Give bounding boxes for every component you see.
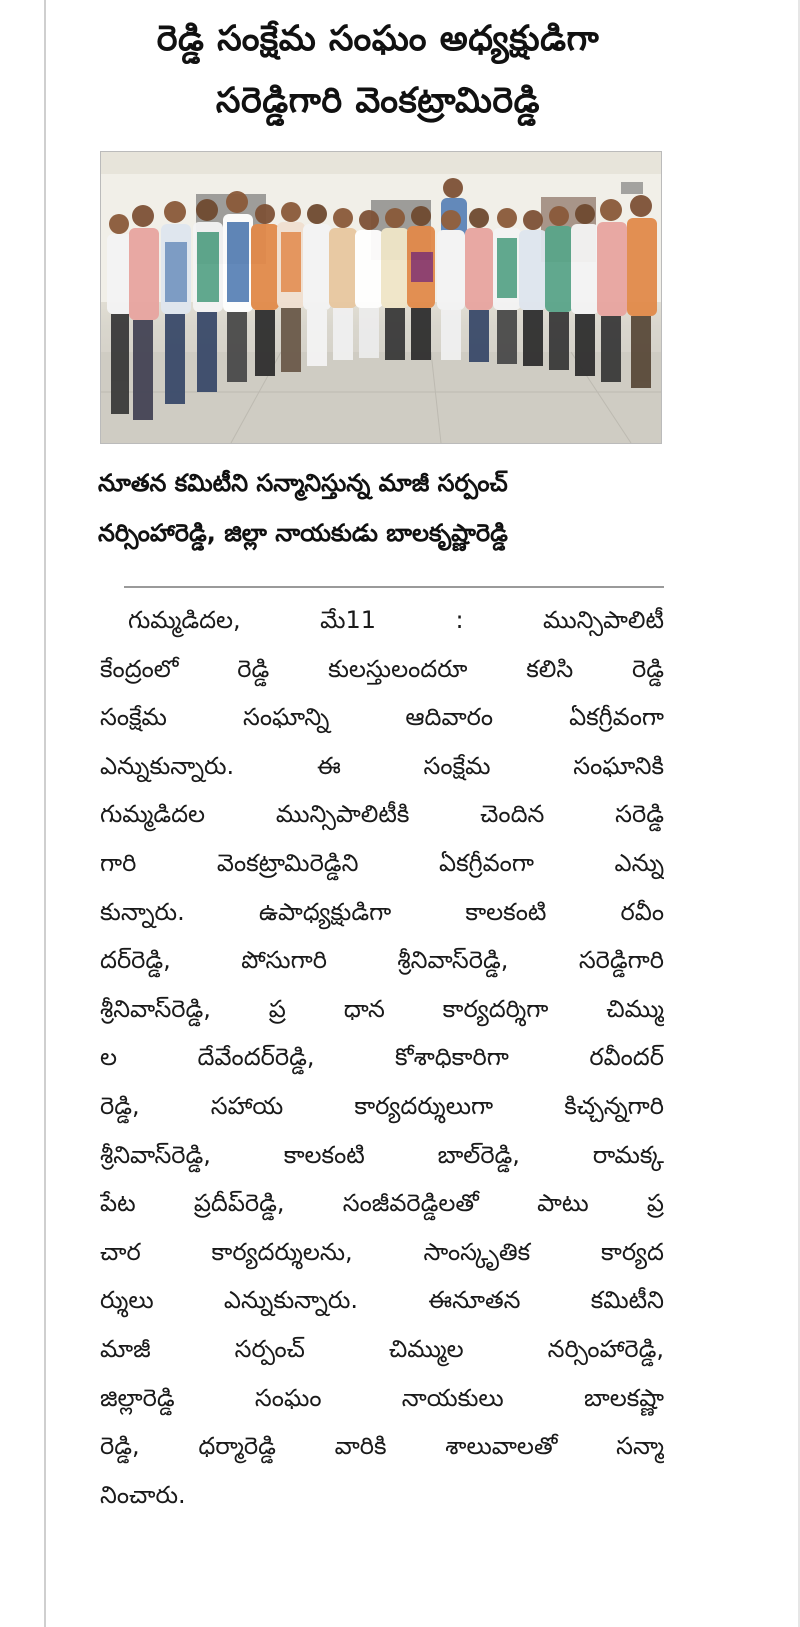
article-headline bbox=[98, 8, 658, 132]
body-line: ల దేవేందర్‌రెడ్డి, కోశాధికారిగా రవీందర్ bbox=[100, 1043, 664, 1072]
caption-line-2: నర్సింహారెడ్డి, జిల్లా నాయకుడు బాలకృష్ణారెడ్డి bbox=[98, 519, 508, 547]
body-line: గుమ్మడిదల, మే11 : మున్సిపాలిటీ bbox=[128, 606, 664, 634]
body-line: ర్శులు ఎన్నుకున్నారు. ఈనూతన కమిటీని bbox=[100, 1286, 664, 1315]
headline-line-2: సరెడ్డిగారి వెంకట్రామిరెడ్డి bbox=[215, 81, 541, 121]
body-line: చార కార్యదర్శులను, సాంస్కృతిక కార్యద bbox=[100, 1237, 664, 1266]
body-line: గారి వెంకట్రామిరెడ్డిని ఏకగ్రీవంగా ఎన్ను bbox=[100, 848, 664, 877]
headline-line-1: రెడ్డి సంక్షేమ సంఘం అధ్యక్షుడిగా bbox=[156, 19, 600, 59]
body-line: రెడ్డి, సహాయ కార్యదర్శులుగా కిచ్చన్నగారి bbox=[100, 1091, 664, 1120]
photo-caption bbox=[98, 458, 664, 558]
body-line: ఎన్నుకున్నారు. ఈ సంక్షేమ సంఘానికి bbox=[100, 751, 664, 780]
caption-line-1: నూతన కమిటీని సన్మానిస్తున్న మాజీ సర్పంచ్ bbox=[98, 469, 508, 497]
body-line: జిల్లారెడ్డి సంఘం నాయకులు బాలకష్ణా bbox=[100, 1383, 664, 1412]
body-line: శ్రీనివాస్‌రెడ్డి, కాలకంటి బాల్‌రెడ్డి, రామక్క bbox=[100, 1140, 664, 1169]
caption-divider bbox=[124, 586, 664, 588]
body-line: నించారు. bbox=[100, 1480, 186, 1509]
news-photo bbox=[100, 151, 662, 444]
body-line: కేంద్రంలో రెడ్డి కులస్తులందరూ కలిసి రెడ్డి bbox=[100, 654, 664, 683]
body-line: శ్రీనివాస్‌రెడ్డి, ప్ర ధాన కార్యదర్శిగా చిమ్ము bbox=[100, 994, 664, 1023]
body-line: మాజీ సర్పంచ్ చిమ్ముల నర్సింహారెడ్డి, bbox=[100, 1334, 664, 1363]
body-line: గుమ్మడిదల మున్సిపాలిటీకి చెందిన సరెడ్డి bbox=[100, 800, 664, 829]
body-line: రెడ్డి, ధర్మారెడ్డి వారికి శాలువాలతో సన్మా bbox=[100, 1432, 664, 1461]
group-photo-illustration bbox=[101, 152, 661, 443]
column-rule-left bbox=[44, 0, 46, 1627]
article-body bbox=[100, 596, 664, 1519]
body-line: పేట ప్రదీప్‌రెడ్డి, సంజీవరెడ్డిలతో పాటు ప్ర bbox=[100, 1189, 664, 1218]
body-line: దర్‌రెడ్డి, పోసుగారి శ్రీనివాస్‌రెడ్డి, సరెడ్డిగారి bbox=[100, 946, 664, 975]
body-line: కున్నారు. ఉపాధ్యక్షుడిగా కాలకంటి రవీం bbox=[100, 897, 664, 926]
body-line: సంక్షేమ సంఘాన్ని ఆదివారం ఏకగ్రీవంగా bbox=[100, 703, 664, 732]
